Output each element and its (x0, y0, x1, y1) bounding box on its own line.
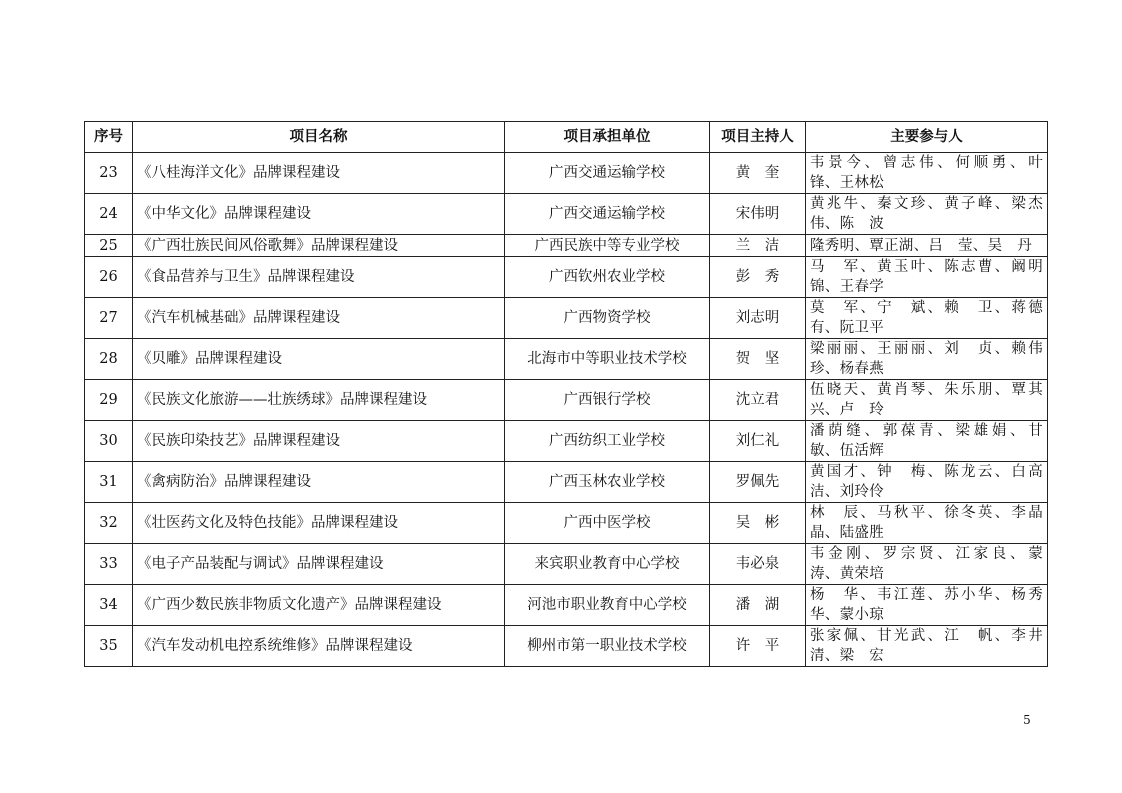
cell-leader: 兰 洁 (710, 235, 806, 257)
cell-no: 24 (85, 194, 133, 235)
cell-unit: 广西交通运输学校 (505, 194, 710, 235)
cell-no: 29 (85, 380, 133, 421)
cell-members: 韦景今、曾志伟、何顺勇、叶 锋、王林松 (806, 153, 1048, 194)
table-header (85, 122, 1048, 153)
header-project-name: 项目名称 (133, 122, 505, 153)
cell-project-name: 《民族印染技艺》品牌课程建设 (133, 421, 505, 462)
cell-project-name: 《八桂海洋文化》品牌课程建设 (133, 153, 505, 194)
cell-unit: 广西纺织工业学校 (505, 421, 710, 462)
cell-no: 26 (85, 257, 133, 298)
cell-unit: 北海市中等职业技术学校 (505, 339, 710, 380)
cell-unit: 来宾职业教育中心学校 (505, 544, 710, 585)
cell-members: 杨 华、韦江莲、苏小华、杨秀华、蒙小琼 (806, 585, 1048, 626)
cell-members: 韦金刚、罗宗贤、江家良、蒙 涛、黄荣培 (806, 544, 1048, 585)
cell-unit: 河池市职业教育中心学校 (505, 585, 710, 626)
header-members: 主要参与人 (806, 122, 1048, 153)
cell-unit: 广西钦州农业学校 (505, 257, 710, 298)
cell-members: 潘荫缝、郭葆青、梁雄娟、甘 敏、伍活辉 (806, 421, 1048, 462)
cell-no: 27 (85, 298, 133, 339)
table-row (85, 298, 1048, 339)
table-row (85, 544, 1048, 585)
cell-unit: 广西中医学校 (505, 503, 710, 544)
cell-unit: 柳州市第一职业技术学校 (505, 626, 710, 667)
cell-project-name: 《广西壮族民间风俗歌舞》品牌课程建设 (133, 235, 505, 257)
cell-no: 35 (85, 626, 133, 667)
cell-members: 梁丽丽、王丽丽、刘 贞、赖伟珍、杨春燕 (806, 339, 1048, 380)
cell-no: 31 (85, 462, 133, 503)
header-leader: 项目主持人 (710, 122, 806, 153)
cell-no: 34 (85, 585, 133, 626)
cell-members: 伍晓天、黄肖琴、朱乐朋、覃其兴、卢 玲 (806, 380, 1048, 421)
cell-project-name: 《汽车机械基础》品牌课程建设 (133, 298, 505, 339)
cell-unit: 广西银行学校 (505, 380, 710, 421)
header-no: 序号 (85, 122, 133, 153)
cell-no: 32 (85, 503, 133, 544)
cell-leader: 沈立君 (710, 380, 806, 421)
cell-leader: 刘仁礼 (710, 421, 806, 462)
header-row (85, 122, 1048, 153)
cell-unit: 广西民族中等专业学校 (505, 235, 710, 257)
cell-leader: 罗佩先 (710, 462, 806, 503)
cell-project-name: 《民族文化旅游——壮族绣球》品牌课程建设 (133, 380, 505, 421)
cell-members: 黄兆牛、秦文珍、黄子峰、梁杰伟、陈 波 (806, 194, 1048, 235)
cell-unit: 广西交通运输学校 (505, 153, 710, 194)
table-row (85, 503, 1048, 544)
header-unit: 项目承担单位 (505, 122, 710, 153)
cell-members: 林 辰、马秋平、徐冬英、李晶晶、陆盛胜 (806, 503, 1048, 544)
cell-leader: 贺 坚 (710, 339, 806, 380)
cell-members: 莫 军、宁 斌、赖 卫、蒋德有、阮卫平 (806, 298, 1048, 339)
table-row (85, 585, 1048, 626)
project-table (84, 121, 1058, 667)
cell-no: 23 (85, 153, 133, 194)
cell-project-name: 《汽车发动机电控系统维修》品牌课程建设 (133, 626, 505, 667)
cell-members: 隆秀明、覃正湖、吕 莹、吴 丹 (806, 235, 1048, 257)
cell-no: 30 (85, 421, 133, 462)
table-row (85, 339, 1048, 380)
table-row (85, 194, 1048, 235)
table-row (85, 626, 1048, 667)
cell-project-name: 《广西少数民族非物质文化遗产》品牌课程建设 (133, 585, 505, 626)
cell-members: 马 军、黄玉叶、陈志曹、阚明锦、王春学 (806, 257, 1048, 298)
cell-leader: 刘志明 (710, 298, 806, 339)
table-row (85, 153, 1048, 194)
cell-leader: 宋伟明 (710, 194, 806, 235)
cell-unit: 广西物资学校 (505, 298, 710, 339)
cell-no: 25 (85, 235, 133, 257)
cell-project-name: 《食品营养与卫生》品牌课程建设 (133, 257, 505, 298)
cell-leader: 许 平 (710, 626, 806, 667)
table-row (85, 462, 1048, 503)
cell-members: 张家佩、甘光武、江 帆、李井清、梁 宏 (806, 626, 1048, 667)
cell-leader: 吴 彬 (710, 503, 806, 544)
cell-leader: 彭 秀 (710, 257, 806, 298)
cell-leader: 韦必泉 (710, 544, 806, 585)
table-row (85, 380, 1048, 421)
cell-project-name: 《贝雕》品牌课程建设 (133, 339, 505, 380)
cell-no: 28 (85, 339, 133, 380)
table-row (85, 257, 1048, 298)
cell-project-name: 《中华文化》品牌课程建设 (133, 194, 505, 235)
table-body (85, 153, 1058, 667)
cell-project-name: 《电子产品装配与调试》品牌课程建设 (133, 544, 505, 585)
cell-leader: 黄 奎 (710, 153, 806, 194)
cell-leader: 潘 湖 (710, 585, 806, 626)
cell-project-name: 《壮医药文化及特色技能》品牌课程建设 (133, 503, 505, 544)
page-number: 5 (1023, 713, 1031, 727)
table-row (85, 235, 1048, 257)
cell-unit: 广西玉林农业学校 (505, 462, 710, 503)
table-row (85, 421, 1048, 462)
cell-members: 黄国才、钟 梅、陈龙云、白高洁、刘玲伶 (806, 462, 1048, 503)
cell-no: 33 (85, 544, 133, 585)
cell-project-name: 《禽病防治》品牌课程建设 (133, 462, 505, 503)
